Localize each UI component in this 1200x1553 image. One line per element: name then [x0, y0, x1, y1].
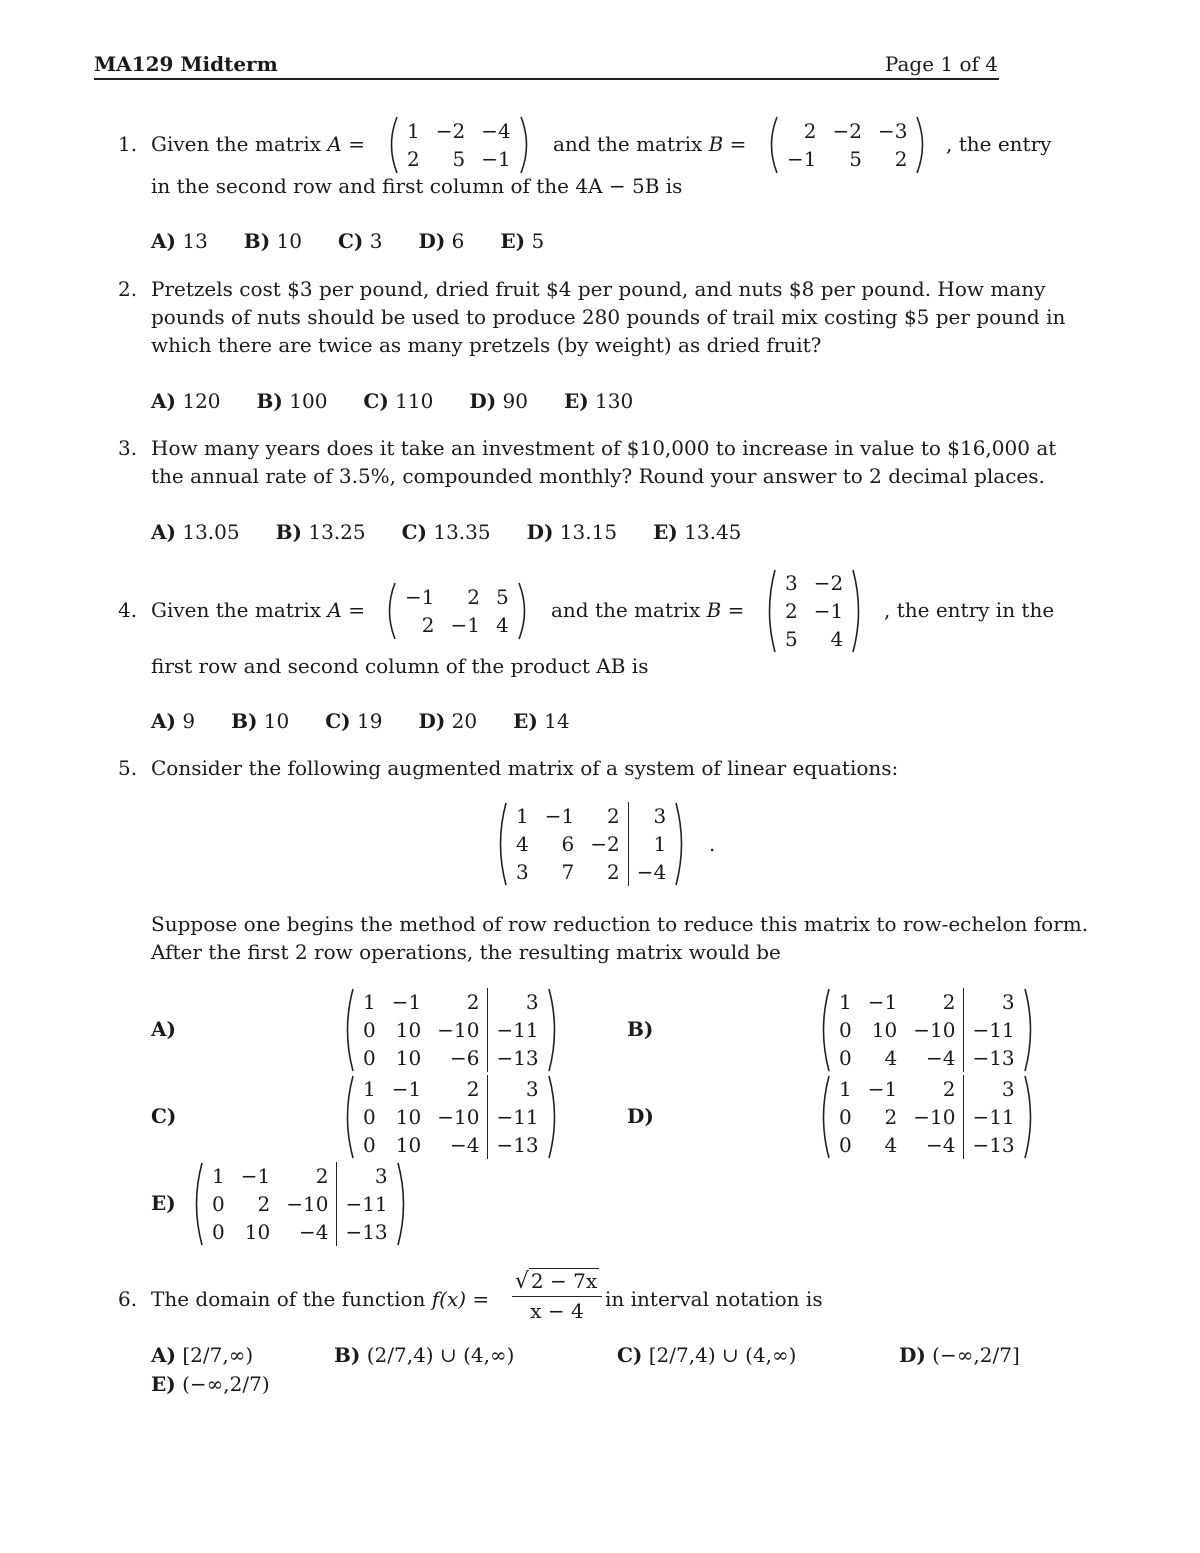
question-3-line2: the annual rate of 3.5%, compounded monthly? Round your answer to 2 decimal places.: [151, 464, 1045, 488]
left-paren: [341, 1074, 355, 1160]
right-paren: [1023, 1074, 1037, 1160]
matrix-cell: 5: [495, 585, 509, 609]
q5-option-c-matrix: [341, 1074, 561, 1160]
right-paren: [674, 801, 688, 887]
q3-options: [151, 520, 777, 544]
matrix-cell: 3: [785, 571, 798, 595]
option-0: A) 9: [151, 709, 196, 733]
q1-matrix-a: [385, 115, 533, 175]
q5-period: .: [709, 832, 716, 856]
matrix-cell: 0: [839, 1105, 852, 1129]
question-4-line1: 4. Given the matrix A =: [118, 598, 365, 622]
matrix-cell: 3: [487, 1075, 546, 1103]
right-paren: [851, 568, 865, 654]
q4-mid-text: and the matrix B =: [551, 598, 745, 622]
right-paren: [517, 581, 531, 641]
matrix-cell: −11: [487, 1016, 546, 1044]
matrix-cell: −11: [963, 1103, 1022, 1131]
q5-option-d-matrix: [817, 1074, 1037, 1160]
option-1: B) 10: [243, 229, 302, 253]
left-paren: [383, 581, 397, 641]
q4-matrix-a: [383, 581, 531, 641]
question-3-line1: 3. How many years does it take an investment of $10,000 to increase in value to $16,000 at: [118, 436, 1057, 460]
q6-options-row2: E) (−∞,2/7): [151, 1372, 270, 1396]
matrix-cell: −2: [832, 119, 862, 143]
matrix-cell: 2: [894, 147, 908, 171]
question-5-line3: After the first 2 row operations, the resulting matrix would be: [151, 940, 781, 964]
matrix-cell: −4: [449, 1133, 480, 1157]
matrix-cell: −10: [913, 1018, 956, 1042]
option-0: A) 13.05: [151, 520, 240, 544]
matrix-cell: −10: [913, 1105, 956, 1129]
matrix-cell: 0: [839, 1046, 852, 1070]
matrix-cell: 0: [212, 1192, 225, 1216]
matrix-cell: −13: [963, 1044, 1022, 1072]
option-3: D) 90: [469, 389, 528, 413]
matrix-cell: −1: [391, 1077, 422, 1101]
left-paren: [494, 801, 508, 887]
right-paren: [1023, 987, 1037, 1073]
question-2-line1: 2. Pretzels cost $3 per pound, dried fruit $4 per pound, and nuts $8 per pound. How many: [118, 277, 1046, 301]
matrix-cell: 10: [871, 1018, 898, 1042]
option-1: B) 100: [256, 389, 328, 413]
left-paren: [765, 115, 779, 175]
question-1-line2: in the second row and first column of the 4A − 5B is: [151, 174, 683, 198]
q4-post-text: , the entry in the: [884, 598, 1055, 622]
option-4: E) 5: [500, 229, 545, 253]
matrix-cell: 3: [516, 860, 529, 884]
matrix-cell: 2: [257, 1192, 271, 1216]
matrix-cell: −1: [867, 990, 898, 1014]
matrix-cell: −2: [435, 119, 466, 143]
header-rule: [94, 78, 999, 80]
matrix-cell: −1: [787, 147, 817, 171]
option-2: C) 110: [363, 389, 434, 413]
matrix-cell: −11: [336, 1190, 395, 1218]
matrix-cell: −13: [487, 1131, 546, 1159]
matrix-cell: 1: [212, 1164, 225, 1188]
matrix-cell: −1: [391, 990, 422, 1014]
q5-augmented-matrix: [494, 801, 688, 887]
matrix-cell: 2: [466, 990, 480, 1014]
option-3: D) 20: [418, 709, 478, 733]
right-paren: [915, 115, 929, 175]
matrix-cell: −4: [628, 858, 674, 886]
matrix-cell: −3: [877, 119, 908, 143]
matrix-cell: −4: [481, 119, 511, 143]
question-1-line1: 1. Given the matrix A =: [118, 132, 365, 156]
matrix-cell: 2: [884, 1105, 898, 1129]
matrix-cell: 0: [363, 1133, 376, 1157]
option-3: D) 13.15: [526, 520, 618, 544]
matrix-cell: 1: [839, 990, 852, 1014]
matrix-cell: 10: [395, 1133, 422, 1157]
matrix-cell: −13: [336, 1218, 395, 1246]
matrix-cell: 2: [942, 1077, 956, 1101]
matrix-cell: 2: [315, 1164, 329, 1188]
q5-option-d-label: D): [627, 1104, 654, 1128]
q1-matrix-b: [765, 115, 929, 175]
matrix-cell: 4: [884, 1046, 898, 1070]
option-2: C) 19: [325, 709, 383, 733]
matrix-cell: −1: [405, 585, 435, 609]
q5-option-c-label: C): [151, 1104, 177, 1128]
matrix-cell: −10: [437, 1105, 480, 1129]
matrix-cell: −1: [867, 1077, 898, 1101]
matrix-cell: 2: [407, 147, 420, 171]
matrix-cell: −10: [286, 1192, 329, 1216]
left-paren: [385, 115, 399, 175]
matrix-cell: 1: [407, 119, 420, 143]
q6-numerator: 2 − 7x: [530, 1269, 598, 1293]
matrix-cell: −6: [449, 1046, 480, 1070]
matrix-cell: 0: [839, 1018, 852, 1042]
matrix-cell: −1: [813, 599, 844, 623]
matrix-cell: −1: [450, 613, 480, 637]
left-paren: [341, 987, 355, 1073]
q1-mid-text: and the matrix B =: [553, 132, 747, 156]
option-3: D) 6: [418, 229, 465, 253]
matrix-cell: −11: [963, 1016, 1022, 1044]
right-paren: [519, 115, 533, 175]
matrix-cell: 2: [803, 119, 817, 143]
left-paren: [817, 1074, 831, 1160]
matrix-cell: 1: [363, 1077, 376, 1101]
left-paren: [763, 568, 777, 654]
q5-option-b-matrix: [817, 987, 1037, 1073]
matrix-cell: 2: [785, 599, 798, 623]
matrix-cell: 10: [395, 1105, 422, 1129]
matrix-cell: 7: [561, 860, 575, 884]
matrix-cell: 2: [467, 585, 480, 609]
matrix-cell: −4: [925, 1133, 956, 1157]
matrix-cell: 2: [606, 804, 620, 828]
matrix-cell: 4: [516, 832, 529, 856]
matrix-cell: 10: [244, 1220, 271, 1244]
matrix-cell: 4: [884, 1133, 898, 1157]
matrix-cell: 5: [452, 147, 466, 171]
q5-option-a-matrix: [341, 987, 561, 1073]
matrix-cell: 5: [785, 627, 798, 651]
matrix-cell: 3: [963, 1075, 1022, 1103]
q6-denominator: x − 4: [530, 1299, 584, 1323]
option-1: B) 13.25: [275, 520, 366, 544]
matrix-cell: 3: [336, 1162, 395, 1190]
matrix-cell: −2: [590, 832, 620, 856]
matrix-cell: −2: [813, 571, 844, 595]
matrix-cell: 2: [466, 1077, 480, 1101]
matrix-cell: −4: [925, 1046, 956, 1070]
matrix-cell: 0: [212, 1220, 225, 1244]
matrix-cell: −13: [487, 1044, 546, 1072]
matrix-cell: −1: [481, 147, 511, 171]
matrix-cell: 4: [495, 613, 509, 637]
option-2: C) 13.35: [401, 520, 491, 544]
q5-option-e-label: E): [151, 1191, 176, 1215]
matrix-cell: −1: [544, 804, 575, 828]
page-number: Page 1 of 4: [884, 52, 998, 76]
matrix-cell: 2: [421, 613, 435, 637]
option-1: B) 10: [231, 709, 290, 733]
matrix-cell: 1: [839, 1077, 852, 1101]
right-paren: [396, 1161, 410, 1247]
matrix-cell: −11: [487, 1103, 546, 1131]
matrix-cell: 3: [487, 988, 546, 1016]
q5-option-b-label: B): [627, 1017, 654, 1041]
q5-option-e-matrix: [190, 1161, 410, 1247]
option-4: E) 130: [563, 389, 634, 413]
question-5-line1: 5. Consider the following augmented matrix of a system of linear equations:: [118, 756, 899, 780]
matrix-cell: 0: [839, 1133, 852, 1157]
matrix-cell: 6: [561, 832, 575, 856]
q1-post-text: , the entry: [946, 132, 1052, 156]
matrix-cell: 10: [395, 1018, 422, 1042]
matrix-cell: 1: [628, 830, 674, 858]
option-4: E) 13.45: [653, 520, 742, 544]
option-0: A) 13: [151, 229, 208, 253]
q4-matrix-b: [763, 568, 865, 654]
question-2-line3: which there are twice as many pretzels (by weight) as dried fruit?: [151, 333, 822, 357]
matrix-cell: 0: [363, 1046, 376, 1070]
matrix-cell: 3: [963, 988, 1022, 1016]
matrix-cell: 2: [942, 990, 956, 1014]
matrix-cell: 4: [830, 627, 844, 651]
matrix-cell: 1: [516, 804, 529, 828]
matrix-cell: 2: [606, 860, 620, 884]
q2-options: [151, 389, 669, 413]
left-paren: [190, 1161, 204, 1247]
matrix-cell: −1: [240, 1164, 271, 1188]
q6-fraction: √ 2 − 7x x − 4: [512, 1268, 602, 1323]
q6-post-text: in interval notation is: [605, 1287, 823, 1311]
question-6-line1: 6. The domain of the function f(x) =: [118, 1287, 490, 1311]
q1-options: [151, 229, 580, 253]
course-title: MA129 Midterm: [94, 52, 278, 76]
matrix-cell: −4: [298, 1220, 329, 1244]
question-5-line2: Suppose one begins the method of row reduction to reduce this matrix to row-echelon form.: [151, 912, 1089, 936]
option-2: C) 3: [337, 229, 383, 253]
question-4-line2: first row and second column of the product AB is: [151, 654, 649, 678]
right-paren: [547, 987, 561, 1073]
left-paren: [817, 987, 831, 1073]
matrix-cell: 5: [849, 147, 862, 171]
question-2-line2: pounds of nuts should be used to produce 280 pounds of trail mix costing $5 per pound in: [151, 305, 1066, 329]
matrix-cell: −13: [963, 1131, 1022, 1159]
matrix-cell: 1: [363, 990, 376, 1014]
matrix-cell: 3: [628, 802, 674, 830]
matrix-cell: 0: [363, 1105, 376, 1129]
q4-options: [151, 709, 606, 733]
matrix-cell: 0: [363, 1018, 376, 1042]
right-paren: [547, 1074, 561, 1160]
q5-option-a-label: A): [151, 1017, 176, 1041]
option-4: E) 14: [513, 709, 570, 733]
matrix-cell: 10: [395, 1046, 422, 1070]
matrix-cell: −10: [437, 1018, 480, 1042]
option-0: A) 120: [151, 389, 221, 413]
